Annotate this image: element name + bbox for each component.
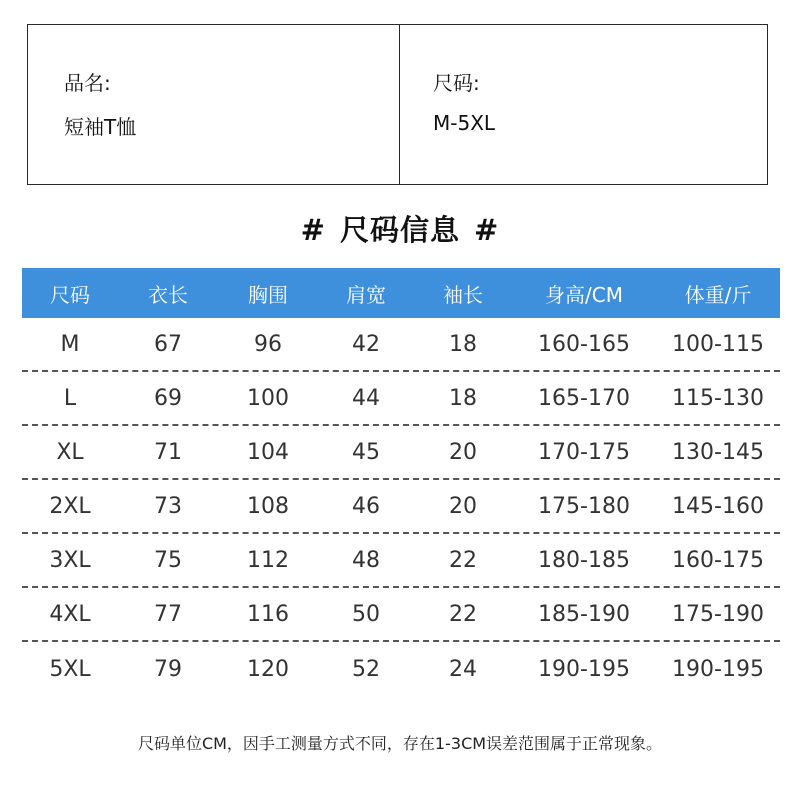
cell-chest: 108 — [247, 494, 289, 519]
cell-weight: 190-195 — [672, 657, 764, 682]
cell-weight: 100-115 — [672, 332, 764, 357]
cell-shoulder: 45 — [352, 440, 380, 465]
header-sleeve: 袖长 — [443, 282, 483, 307]
product-name-cell — [28, 25, 400, 184]
table-row — [22, 589, 780, 642]
cell-chest: 96 — [254, 332, 282, 357]
cell-weight: 115-130 — [672, 386, 764, 411]
cell-sleeve: 22 — [449, 548, 477, 573]
cell-weight: 130-145 — [672, 440, 764, 465]
size-range-value: M-5XL — [433, 111, 496, 135]
cell-shoulder: 48 — [352, 548, 380, 573]
cell-size: 5XL — [49, 657, 91, 682]
cell-size: L — [63, 386, 77, 411]
cell-weight: 160-175 — [672, 548, 764, 573]
table-row — [22, 481, 780, 534]
product-name-label: 品名: — [64, 71, 111, 95]
header-chest: 胸围 — [248, 282, 288, 307]
cell-size: 4XL — [49, 602, 91, 627]
header-shoulder: 肩宽 — [346, 282, 386, 307]
cell-height: 180-185 — [538, 548, 630, 573]
cell-chest: 120 — [247, 657, 289, 682]
cell-sleeve: 24 — [449, 657, 477, 682]
header-size: 尺码 — [50, 282, 90, 307]
cell-sleeve: 18 — [449, 332, 477, 357]
section-title-text: 尺码信息 — [339, 213, 460, 247]
cell-length: 77 — [154, 602, 182, 627]
product-info-box — [27, 24, 768, 185]
cell-height: 160-165 — [538, 332, 630, 357]
cell-size: XL — [56, 440, 84, 465]
table-row — [22, 319, 780, 372]
title-hash-right: # — [474, 213, 500, 247]
cell-chest: 112 — [247, 548, 289, 573]
cell-sleeve: 20 — [449, 494, 477, 519]
cell-sleeve: 22 — [449, 602, 477, 627]
cell-length: 67 — [154, 332, 182, 357]
table-row — [22, 643, 780, 696]
cell-sleeve: 18 — [449, 386, 477, 411]
cell-length: 79 — [154, 657, 182, 682]
header-height: 身高/CM — [545, 282, 623, 307]
cell-chest: 104 — [247, 440, 289, 465]
cell-shoulder: 46 — [352, 494, 380, 519]
cell-size: M — [60, 332, 80, 357]
cell-length: 71 — [154, 440, 182, 465]
cell-shoulder: 44 — [352, 386, 380, 411]
size-range-cell — [400, 25, 767, 184]
header-weight: 体重/斤 — [684, 282, 752, 307]
cell-height: 185-190 — [538, 602, 630, 627]
cell-length: 69 — [154, 386, 182, 411]
cell-weight: 175-190 — [672, 602, 764, 627]
measurement-footnote: 尺码单位CM，因手工测量方式不同，存在1-3CM误差范围属于正常现象。 — [137, 734, 663, 753]
cell-shoulder: 52 — [352, 657, 380, 682]
table-header — [22, 268, 780, 318]
product-name-value: 短袖T恤 — [64, 115, 137, 139]
cell-height: 175-180 — [538, 494, 630, 519]
cell-weight: 145-160 — [672, 494, 764, 519]
table-row — [22, 535, 780, 588]
cell-sleeve: 20 — [449, 440, 477, 465]
table-row — [22, 427, 780, 480]
cell-height: 190-195 — [538, 657, 630, 682]
cell-size: 2XL — [49, 494, 91, 519]
cell-shoulder: 42 — [352, 332, 380, 357]
title-hash-left: # — [300, 213, 326, 247]
size-table — [22, 268, 780, 696]
cell-chest: 100 — [247, 386, 289, 411]
cell-shoulder: 50 — [352, 602, 380, 627]
size-range-label: 尺码: — [433, 71, 480, 95]
cell-size: 3XL — [49, 548, 91, 573]
cell-height: 170-175 — [538, 440, 630, 465]
cell-length: 73 — [154, 494, 182, 519]
cell-length: 75 — [154, 548, 182, 573]
cell-height: 165-170 — [538, 386, 630, 411]
header-length: 衣长 — [148, 282, 188, 307]
section-title — [0, 208, 800, 249]
table-row — [22, 373, 780, 426]
cell-chest: 116 — [247, 602, 289, 627]
